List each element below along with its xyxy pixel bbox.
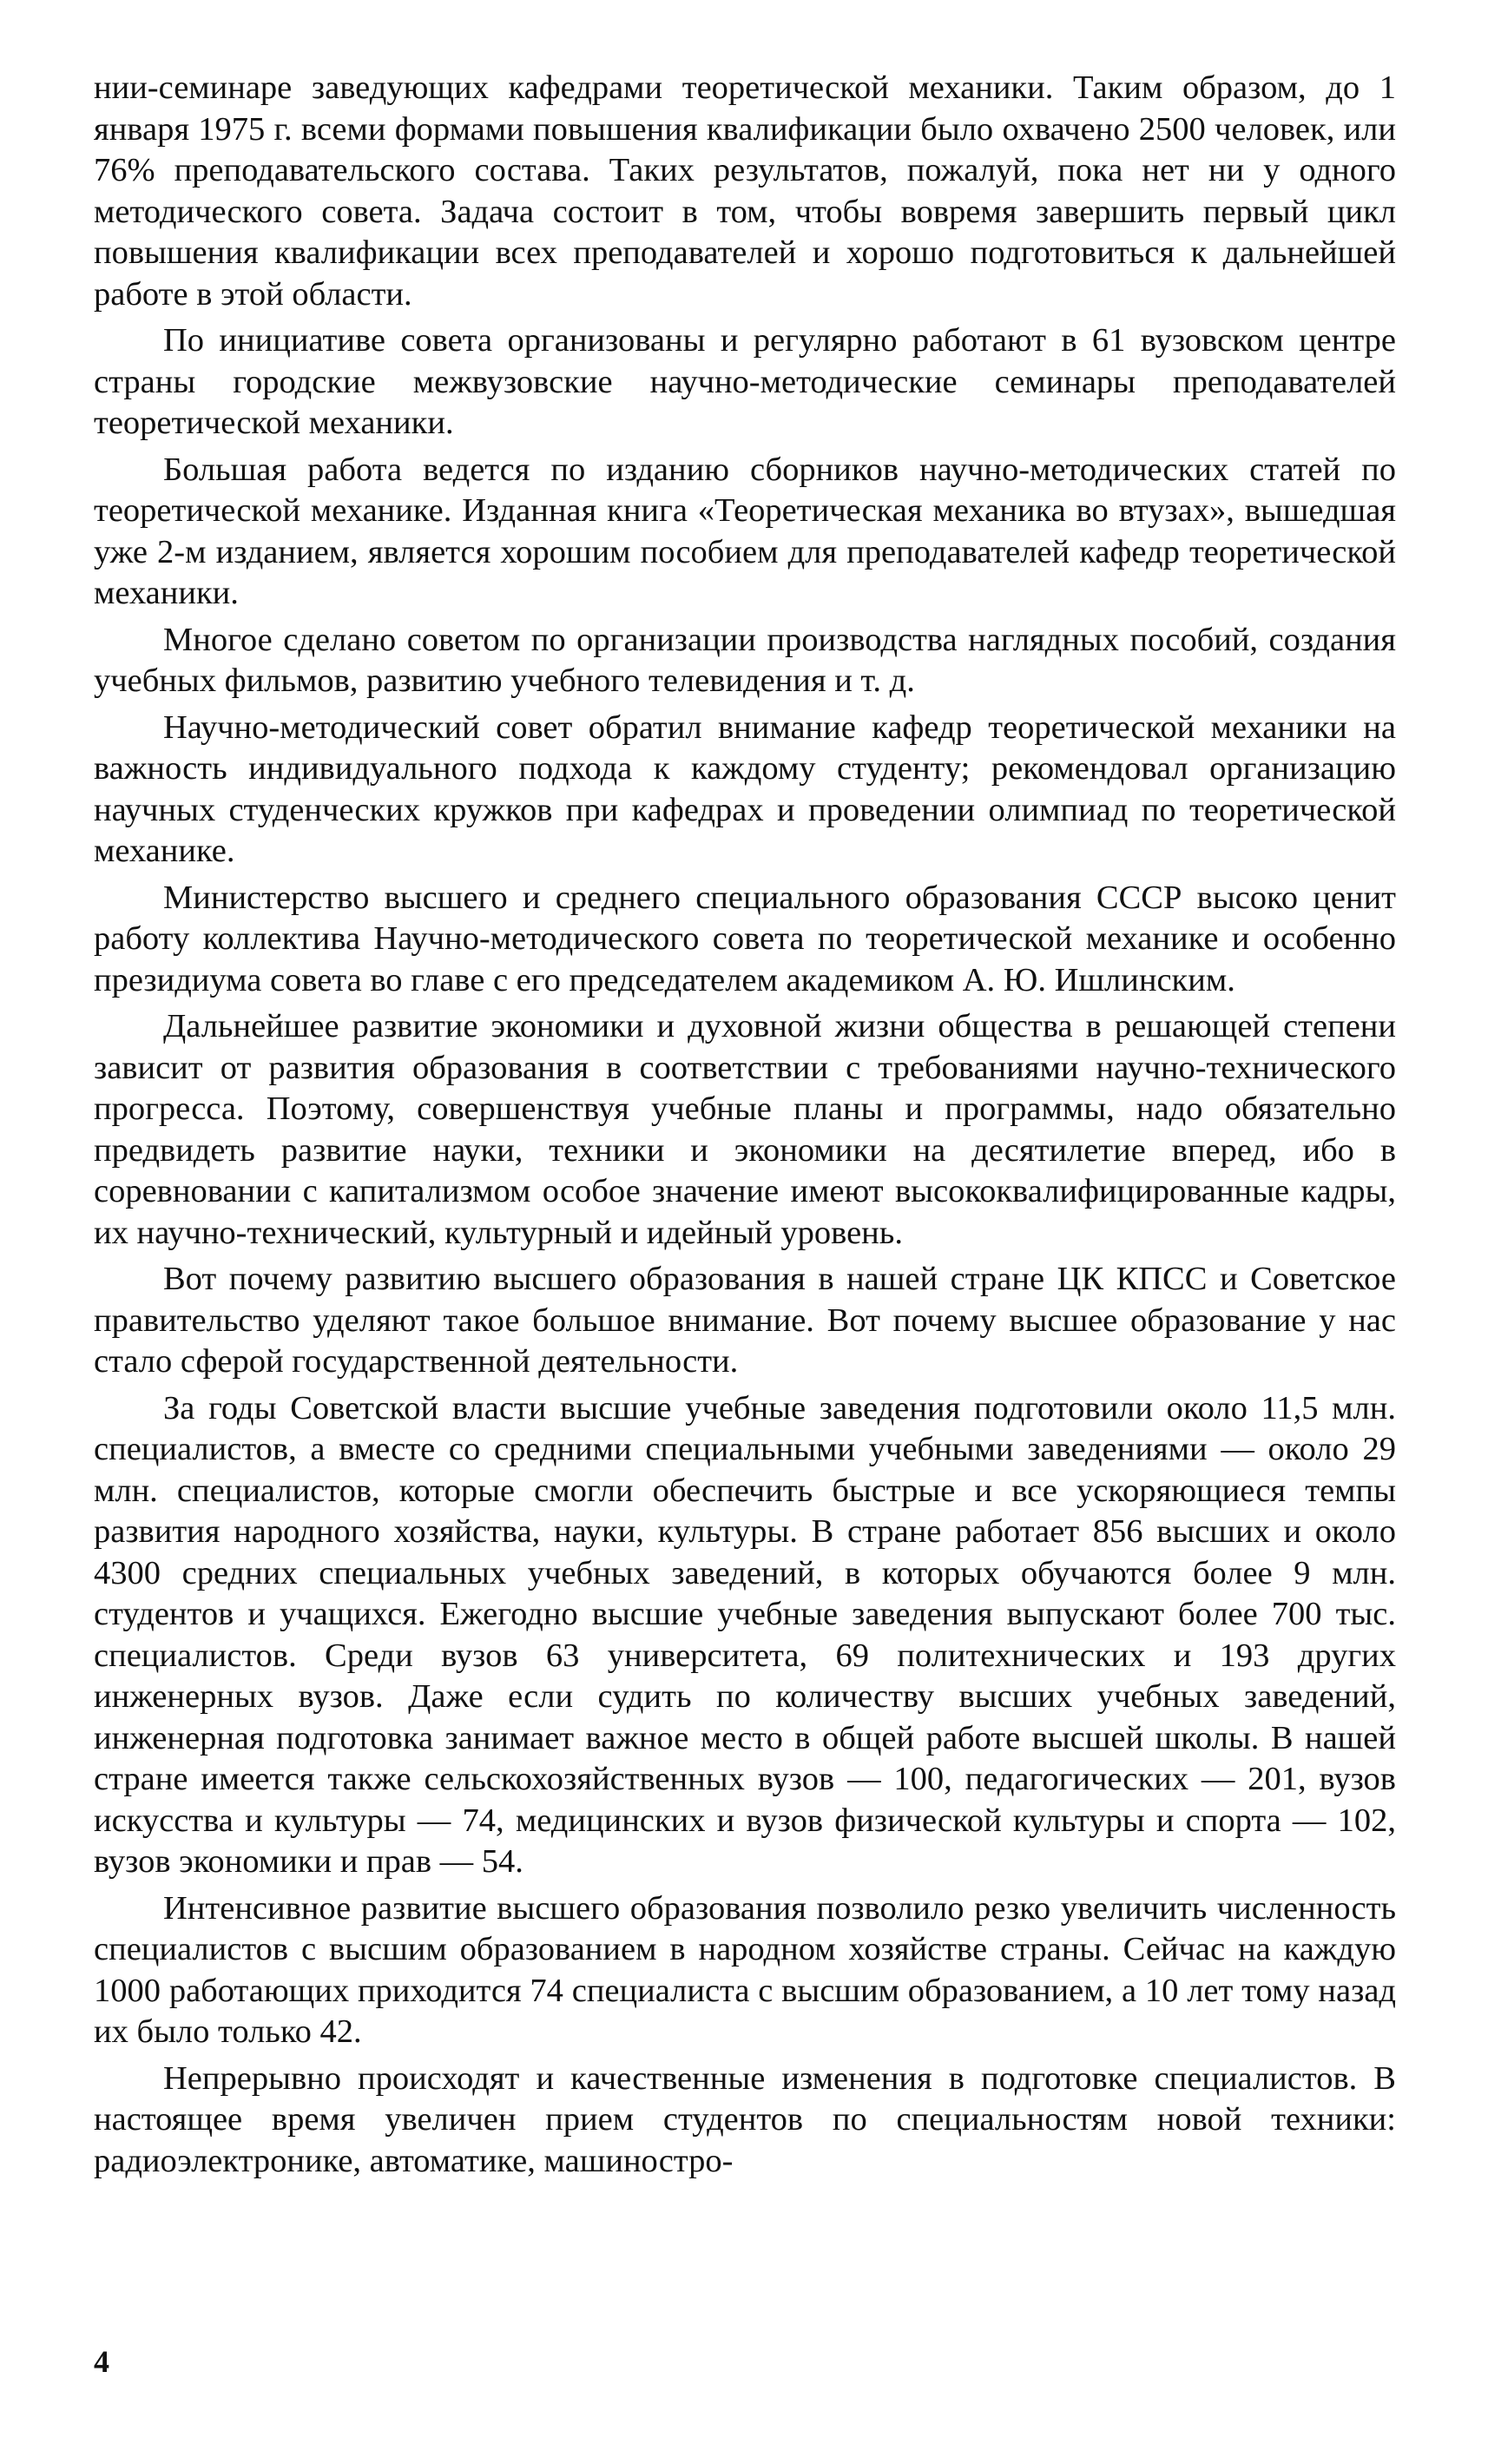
paragraph-development: Дальнейшее развитие экономики и духовной жизни общества в решающей степени зависит от развития образования в соответствии с требованиями научно-технического прогресса. Поэтому, совершенствуя учебные планы и программы, надо обязательно предвидеть развитие науки, техники и экономики на десятилетие вперед, ибо в соревновании с капитализмом особое значение имеют высококвалифицированные кадры, их научно-технический, культурный и идейный уровень. [94,1008,1396,1251]
page-number: 4 [94,2344,109,2379]
paragraph-individual-approach: Научно-методический совет обратил внимание кафедр теоретической механики на важность индивидуального подхода к каждому студенту; рекомендовал организацию научных студенческих кружков при кафедрах и проведении олимпиад по теоретической механике. [94,708,1396,869]
page-body [94,68,1396,2187]
paragraph-statistics: За годы Советской власти высшие учебные заведения подготовили около 11,5 млн. специалистов, а вместе со средними специальными учебными заведениями — около 29 млн. специалистов, которые смогли обеспечить быстрые и все ускоряющиеся темпы развития народного хозяйства, науки, культуры. В стране работает 856 высших и около 4300 средних специальных учебных заведений, в которых обучаются более 9 млн. студентов и учащихся. Ежегодно высшие учебные заведения выпускают более 700 тыс. специалистов. Среди вузов 63 университета, 69 политехнических и 193 других инженерных вузов. Даже если судить по количеству высших учебных заведений, инженерная подготовка занимает важное место в общей работе высшей школы. В нашей стране имеется также сельскохозяйственных вузов — 100, педагогических — 201, вузов искусства и культуры — 74, медицинских и вузов физической культуры и спорта — 102, вузов экономики и прав — 54. [94,1389,1396,1880]
paragraph-specialists-growth: Интенсивное развитие высшего образования позволило резко увеличить численность специалистов с высшим образованием в народном хозяйстве страны. Сейчас на каждую 1000 работающих приходится 74 специалиста с высшим образованием, а 10 лет тому назад их было только 42. [94,1889,1396,2050]
paragraph-ministry: Министерство высшего и среднего специального образования СССР высоко ценит работу коллектива Научно-методического совета по теоретической механике и особенно президиума совета во главе с его председателем академиком А. Ю. Ишлинским. [94,879,1396,998]
paragraph-quality-changes: Непрерывно происходят и качественные изменения в подготовке специалистов. В настоящее время увеличен прием студентов по специальностям новой техники: радиоэлектронике, автоматике, машиностро- [94,2059,1396,2179]
paragraph-visual-aids: Многое сделано советом по организации производства наглядных пособий, создания учебных фильмов, развитию учебного телевидения и т. д. [94,621,1396,699]
paragraph-why-education: Вот почему развитию высшего образования в нашей стране ЦК КПСС и Советское правительство уделяют такое большое внимание. Вот почему высшее образование у нас стало сферой государственной деятельности. [94,1261,1396,1380]
paragraph-publications: Большая работа ведется по изданию сборников научно-методических статей по теоретической механике. Изданная книга «Теоретическая механика во втузах», вышедшая уже 2-м изданием, является хорошим пособием для преподавателей кафедр теоретической механики. [94,451,1396,611]
paragraph-seminars: По инициативе совета организованы и регулярно работают в 61 вузовском центре страны городские межвузовские научно-методические семинары преподавателей теоретической механики. [94,322,1396,441]
paragraph-continuation: нии-семинаре заведующих кафедрами теоретической механики. Таким образом, до 1 января 1975 г. всеми формами повышения квалификации было охвачено 2500 человек, или 76% преподавательского состава. Таких результатов, пожалуй, пока нет ни у одного методического совета. Задача состоит в том, чтобы вовремя завершить первый цикл повышения квалификации всех преподавателей и хорошо подготовиться к дальнейшей работе в этой области. [94,69,1396,313]
